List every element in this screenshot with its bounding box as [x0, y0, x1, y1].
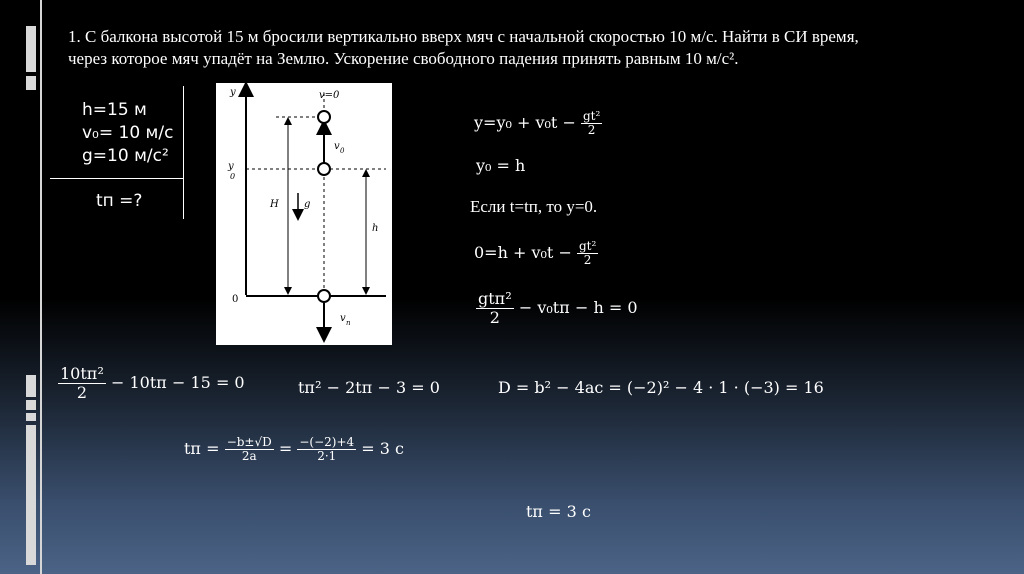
eq-condition: Если t=tп, то y=0. [470, 197, 598, 216]
given-horizontal-line [50, 178, 184, 179]
v-zero-label: v=0 [319, 90, 340, 101]
eq-numeric-num: 10tп² [60, 364, 104, 383]
side-bar-3 [26, 375, 36, 397]
answer: tп = 3 с [526, 502, 591, 521]
side-bar-5 [26, 413, 36, 421]
side-bar-6 [26, 425, 36, 565]
eq-roots-rest: = 3 с [361, 439, 404, 458]
eq-roots-equals: = [278, 439, 293, 458]
eq-numeric-frac [58, 365, 106, 402]
eq-numeric-rest: − 10tп − 15 = 0 [110, 373, 245, 392]
eq-tp-frac [476, 290, 514, 327]
vp-vector-label: v [340, 313, 346, 324]
eq-motion-lhs: y=y₀ + v₀t − [474, 113, 576, 132]
problem-statement [68, 26, 988, 70]
zero-label: 0 [232, 294, 239, 305]
find-t: tп =? [96, 191, 143, 211]
eq-y0: y₀ = h [476, 156, 526, 175]
trajectory-figure [216, 83, 392, 345]
y0-label: y [228, 161, 234, 172]
eq-roots-lhs: tп = [184, 439, 220, 458]
given-g: g=10 м/с² [82, 146, 169, 166]
eq-zero-den: 2 [583, 253, 592, 267]
eq-zero [474, 240, 598, 267]
eq-roots-num2: −(−2)+4 [299, 435, 355, 449]
ball-ground [318, 290, 330, 302]
eq-discriminant: D = b² − 4ac = (−2)² − 4 · 1 · (−3) = 16 [498, 378, 824, 397]
eq-roots [184, 436, 404, 463]
eq-quadratic: tп² − 2tп − 3 = 0 [298, 378, 440, 397]
side-bar-2 [26, 76, 36, 90]
given-v0: v₀= 10 м/с [82, 123, 174, 143]
eq-zero-frac [577, 240, 598, 267]
g-vector-label: g [304, 199, 311, 210]
eq-zero-lhs: 0=h + v₀t − [474, 243, 572, 262]
trajectory-diagram [216, 83, 392, 345]
eq-roots-den1: 2a [241, 449, 257, 463]
v0-vector-label: v [334, 141, 340, 152]
eq-tp-num: gtп² [478, 289, 512, 308]
eq-motion-frac [581, 110, 602, 137]
y0-sub-label: 0 [230, 172, 236, 181]
eq-zero-num: gt² [578, 239, 597, 253]
eq-motion-den: 2 [587, 123, 596, 137]
ball-top [318, 111, 330, 123]
H-label: H [270, 199, 279, 210]
side-bar-1 [26, 26, 36, 72]
eq-roots-num1: −b±√D [226, 435, 272, 449]
problem-line-1: 1. С балкона высотой 15 м бросили вертикально вверх мяч с начальной скоростью 10 м/с. Найти в СИ время, [68, 27, 859, 46]
eq-tp-rest: − v₀tп − h = 0 [518, 298, 638, 317]
eq-numeric-den: 2 [76, 383, 88, 402]
given-vertical-line [183, 86, 184, 219]
eq-roots-frac1 [225, 436, 274, 463]
problem-line-2: через которое мяч упадёт на Землю. Ускорение свободного падения принять равным 10 м/с². [68, 49, 739, 68]
eq-numeric [58, 365, 245, 402]
given-h: h=15 м [82, 100, 147, 120]
eq-tp [476, 290, 638, 327]
eq-roots-frac2 [297, 436, 356, 463]
y-axis-label: y [230, 87, 236, 98]
ball-start [318, 163, 330, 175]
vertical-divider [40, 0, 42, 574]
eq-motion-num: gt² [582, 109, 601, 123]
eq-tp-den: 2 [489, 308, 500, 327]
h-label: h [372, 223, 379, 234]
side-bar-4 [26, 400, 36, 410]
eq-motion [474, 110, 602, 137]
eq-roots-den2: 2·1 [317, 449, 337, 463]
v0-vector-sub: 0 [340, 147, 345, 155]
vp-vector-sub: п [346, 319, 351, 327]
